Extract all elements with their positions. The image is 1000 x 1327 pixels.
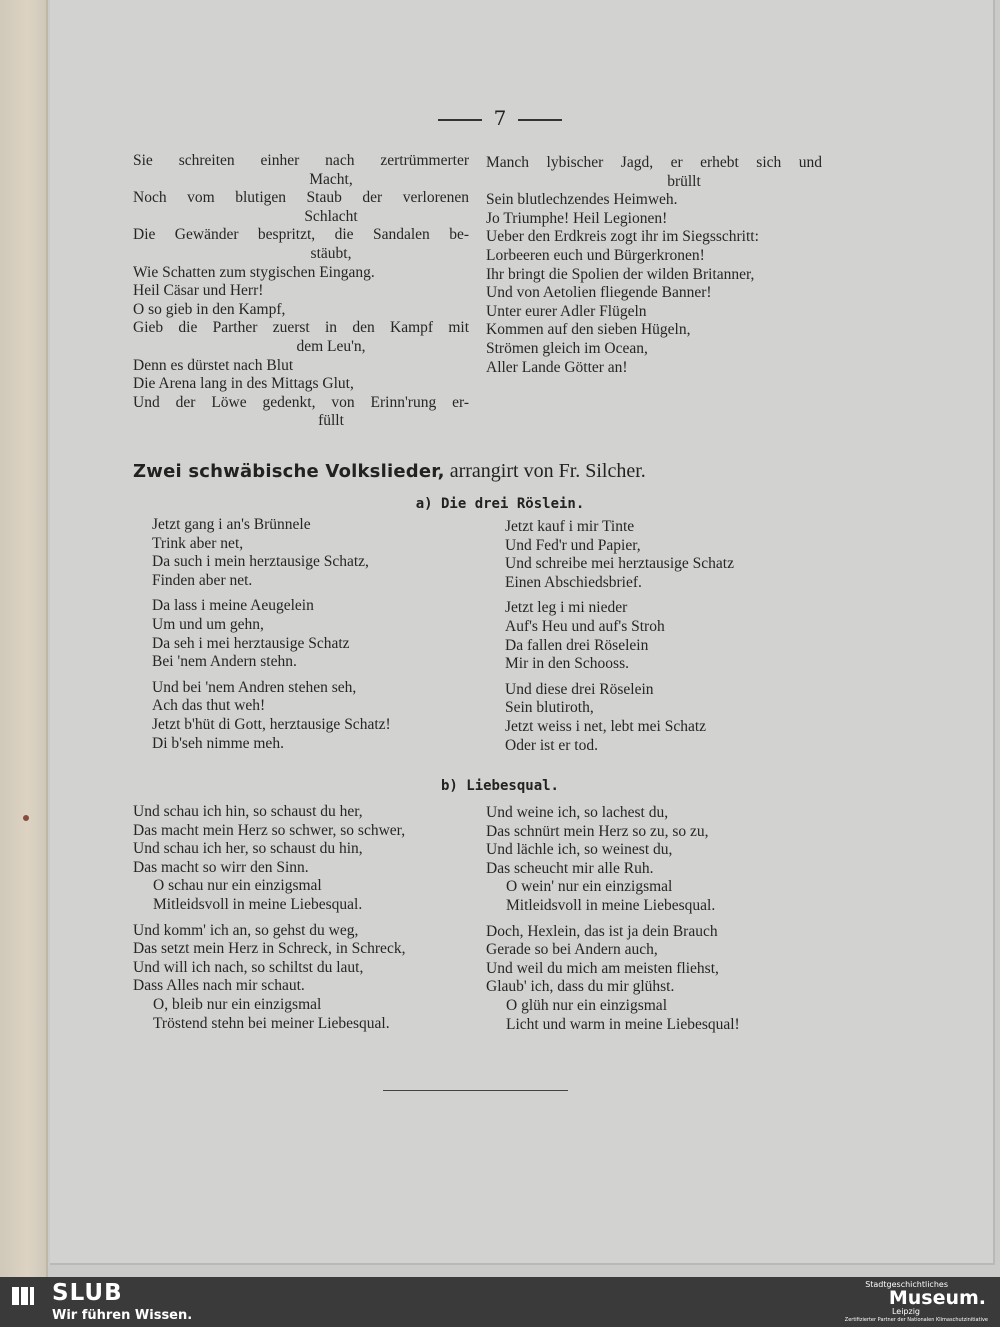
- stanza-line: Finden aber net.: [152, 571, 253, 589]
- stanza-line: Jetzt kauf i mir Tinte: [505, 518, 635, 535]
- poem-left-column: [133, 152, 469, 431]
- stanza-line: Das schnürt mein Herz so zu, so zu,: [486, 822, 709, 840]
- stanza-line: Da such i mein herztausige Schatz,: [152, 553, 369, 571]
- stanza-line: Einen Abschiedsbrief.: [505, 573, 642, 591]
- stanza-line: Und Fed'r und Papier,: [505, 536, 641, 554]
- stanza-line: Jetzt gang i an's Brünnele: [152, 516, 311, 533]
- poem-line: Jo Triumphe! Heil Legionen!: [486, 209, 668, 227]
- stanza-line: Ach das thut weh!: [152, 697, 266, 715]
- stanza-line: Und bei 'nem Andren stehen seh,: [152, 678, 357, 696]
- stanza-gap: [133, 915, 478, 922]
- stanza-line: Bei 'nem Andern stehn.: [152, 653, 297, 671]
- stanza-line: Jetzt b'hüt di Gott, herztausige Schatz!: [152, 715, 391, 733]
- stanza-gap: [505, 674, 825, 681]
- stanza-line: Und weil du mich am meisten fliehst,: [486, 959, 719, 977]
- poem-line: Lorbeeren euch und Bürgerkronen!: [486, 246, 705, 264]
- slub-tagline: Wir führen Wissen.: [52, 1308, 193, 1323]
- end-rule: [383, 1090, 568, 1091]
- stanza-line: Sein blutiroth,: [505, 699, 594, 717]
- poem-line: Manch lybischer Jagd, er erhebt sich und: [486, 154, 822, 171]
- page-binding-strip: [0, 0, 48, 1277]
- stanza-line: Und schau ich her, so schaust du hin,: [133, 840, 363, 858]
- poem-line: Wie Schatten zum stygischen Eingang.: [133, 263, 375, 281]
- poem-line: Unter eurer Adler Flügeln: [486, 302, 647, 320]
- poem-line: Kommen auf den sieben Hügeln,: [486, 321, 691, 339]
- stanza-line: Jetzt leg i mi nieder: [505, 599, 628, 617]
- song-b-title: b) Liebesqual.: [440, 778, 559, 794]
- stanza-line: Das macht so wirr den Sinn.: [133, 858, 309, 876]
- song-a-title: a) Die drei Röslein.: [415, 496, 585, 512]
- poem-line: Gieb die Parther zuerst in den Kampf mit: [133, 319, 469, 337]
- poem-line: O so gieb in den Kampf,: [133, 300, 286, 318]
- section-heading: Zwei schwäbische Volkslieder, arrangirt von Fr. Silcher.: [133, 460, 646, 482]
- stanza-gap: [505, 592, 825, 599]
- poem-line: Die Gewänder bespritzt, die Sandalen be-: [133, 226, 469, 244]
- stanza-line: Glaub' ich, dass du mir glühst.: [486, 978, 675, 996]
- stanza-gap: [152, 672, 472, 679]
- poem-line: Ihr bringt die Spolien der wilden Britanner,: [486, 265, 755, 283]
- stanza-line: Und komm' ich an, so gehst du weg,: [133, 921, 359, 939]
- museum-name: Museum.: [888, 1287, 986, 1309]
- stanza-line: Das scheucht mir alle Ruh.: [486, 859, 654, 877]
- stanza-line: O, bleib nur ein einzigsmal: [153, 995, 322, 1013]
- poem-line: Ueber den Erdkreis zogt ihr im Siegsschritt:: [486, 228, 759, 246]
- stanza-line: Mir in den Schooss.: [505, 655, 629, 673]
- poem-line: Strömen gleich im Ocean,: [486, 339, 648, 357]
- stanza-line: Und will ich nach, so schiltst du laut,: [133, 958, 364, 976]
- slub-logo-icon: [12, 1284, 42, 1308]
- museum-city: Leipzig: [891, 1307, 920, 1316]
- poem-line: Denn es dürstet nach Blut: [133, 356, 294, 374]
- stanza-line: Da fallen drei Röselein: [505, 636, 649, 654]
- stanza-line: Da lass i meine Aeugelein: [152, 597, 314, 615]
- stanza-line: Und schau ich hin, so schaust du her,: [133, 803, 363, 820]
- stanza-line: Das macht mein Herz so schwer, so schwer,: [133, 821, 406, 839]
- stanza-line: O schau nur ein einzigsmal: [153, 877, 322, 895]
- poem-line: Und der Löwe gedenkt, von Erinn'rung er-: [133, 393, 469, 411]
- poem-line-continuation: brüllt: [667, 172, 701, 190]
- page-number: 7: [0, 106, 1000, 130]
- stanza-line: Auf's Heu und auf's Stroh: [505, 617, 665, 635]
- poem-line-continuation: Macht,: [309, 170, 353, 188]
- poem-right-column: [486, 154, 822, 377]
- stanza-line: Doch, Hexlein, das ist ja dein Brauch: [486, 922, 718, 940]
- poem-line: Und von Aetolien fliegende Banner!: [486, 284, 712, 302]
- poem-line: Sein blutlechzendes Heimweh.: [486, 191, 678, 209]
- poem-line: Heil Cäsar und Herr!: [133, 282, 264, 300]
- stanza-line: Di b'seh nimme meh.: [152, 734, 284, 752]
- poem-line: Sie schreiten einher nach zertrümmerter: [133, 152, 469, 169]
- stanza-line: Mitleidsvoll in meine Liebesqual.: [153, 895, 363, 913]
- stanza-line: Trink aber net,: [152, 534, 244, 552]
- stanza-line: Da seh i mei herztausige Schatz: [152, 634, 350, 652]
- museum-note: Zertifizierter Partner der Nationalen Klimaschutzinitiative: [844, 1317, 988, 1323]
- stanza-line: O wein' nur ein einzigsmal: [506, 878, 673, 896]
- footer-bar: [0, 1277, 1000, 1327]
- stanza-line: Licht und warm in meine Liebesqual!: [506, 1015, 740, 1033]
- stanza-line: Und schreibe mei herztausige Schatz: [505, 555, 734, 573]
- stanza-line: Dass Alles nach mir schaut.: [133, 977, 305, 995]
- museum-top-label: Stadtgeschichtliches: [865, 1280, 948, 1289]
- stanza-line: Um und um gehn,: [152, 615, 264, 633]
- stanza-line: Und diese drei Röselein: [505, 680, 654, 698]
- song-b-left-column: [133, 803, 478, 1033]
- stanza-line: Jetzt weiss i net, lebt mei Schatz: [505, 717, 707, 735]
- stanza-line: Gerade so bei Andern auch,: [486, 941, 658, 959]
- song-a-left-column: [152, 516, 472, 753]
- stanza-line: O glüh nur ein einzigsmal: [506, 996, 667, 1014]
- stanza-line: Das setzt mein Herz in Schreck, in Schreck,: [133, 940, 406, 958]
- poem-line-continuation: Schlacht: [304, 207, 358, 225]
- poem-line: Die Arena lang in des Mittags Glut,: [133, 375, 354, 393]
- stanza-line: Und weine ich, so lachest du,: [486, 804, 669, 821]
- song-a-right-column: [505, 518, 825, 755]
- stanza-line: Tröstend stehn bei meiner Liebesqual.: [153, 1014, 390, 1032]
- poem-line-continuation: füllt: [318, 412, 344, 430]
- poem-line: Noch vom blutigen Staub der verlorenen: [133, 189, 469, 207]
- slub-name: SLUB: [52, 1280, 123, 1306]
- stanza-line: Und lächle ich, so weinest du,: [486, 841, 673, 859]
- song-b-right-column: [486, 804, 831, 1034]
- stanza-gap: [152, 590, 472, 597]
- poem-line-continuation: stäubt,: [310, 244, 352, 262]
- stanza-line: Oder ist er tod.: [505, 736, 598, 754]
- stanza-gap: [486, 916, 831, 923]
- poem-line-continuation: dem Leu'n,: [296, 337, 366, 355]
- stanza-line: Mitleidsvoll in meine Liebesqual.: [506, 896, 716, 914]
- ink-speck: [23, 815, 29, 821]
- poem-line: Aller Lande Götter an!: [486, 358, 628, 376]
